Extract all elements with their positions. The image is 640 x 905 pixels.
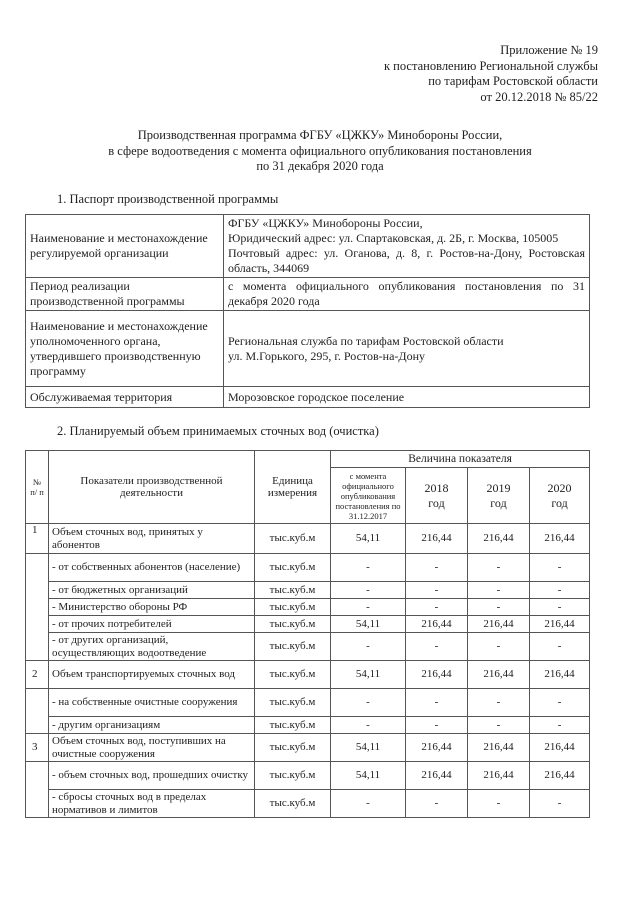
appendix-line: по тарифам Ростовской области [428,74,598,88]
row-value-base: - [331,599,406,616]
row-value-base: 54,11 [331,524,406,554]
row-value-base: - [331,633,406,661]
row-name: - объем сточных вод, прошедших очистку [49,762,255,790]
passport-table [25,214,590,408]
table-row [26,278,590,311]
header-value-group: Величина показателя [331,451,590,468]
row-num: 2 [26,661,49,689]
row-name: Объем сточных вод, поступивших на очистные сооружения [49,734,255,762]
table-row [26,311,590,387]
row-value-2020: - [530,599,590,616]
table-row [26,717,590,734]
row-name: Объем сточных вод, принятых у абонентов [49,524,255,554]
table-row [26,599,590,616]
row-value-2020: - [530,689,590,717]
row-value-2018: 216,44 [406,734,468,762]
title-line: в сфере водоотведения с момента официального опубликования постановления [108,143,532,158]
passport-label: Наименование и местонахождение регулируемой организации [26,215,224,278]
passport-label: Обслуживаемая территория [26,387,224,408]
passport-value: Региональная служба по тарифам Ростовской области ул. М.Горького, 295, г. Ростов-на-Дону [224,311,590,387]
row-value-2019: - [468,633,530,661]
row-value-base: 54,11 [331,661,406,689]
table-row [26,387,590,408]
appendix-line: к постановлению Региональной службы [383,58,598,73]
row-num: 1 [26,524,49,554]
row-value-2019: 216,44 [468,524,530,554]
section2-heading: 2. Планируемый объем принимаемых сточных вод (очистка) [57,424,379,438]
row-name: Объем транспортируемых сточных вод [49,661,255,689]
row-value-2020: - [530,717,590,734]
row-value-2018: - [406,689,468,717]
passport-value: ФГБУ «ЦЖКУ» Минобороны России, Юридический адрес: ул. Спартаковская, д. 2Б, г. Москва, 105005 Почтовый адрес: ул. Оганова, д. 8, г. Ростов-на-Дону, Ростовская область, 344069 [224,215,590,278]
row-unit: тыс.куб.м [255,734,331,762]
row-unit: тыс.куб.м [255,554,331,582]
table-row [26,734,590,762]
row-value-2019: - [468,599,530,616]
row-value-2019: - [468,554,530,582]
row-value-2018: - [406,554,468,582]
row-value-base: 54,11 [331,734,406,762]
row-unit: тыс.куб.м [255,633,331,661]
row-value-2020: 216,44 [530,762,590,790]
row-num: 3 [26,734,49,762]
row-unit: тыс.куб.м [255,717,331,734]
row-value-2018: - [406,599,468,616]
row-value-2019: - [468,790,530,818]
row-unit: тыс.куб.м [255,582,331,599]
row-value-base: - [331,582,406,599]
table-row [26,215,590,278]
title-line: Производственная программа ФГБУ «ЦЖКУ» Минобороны России, [137,128,503,142]
header-col-2019: 2019 год [468,468,530,524]
header-indicator: Показатели производственной деятельности [49,451,255,524]
row-value-base: 54,11 [331,616,406,633]
row-name: - от других организаций, осуществляющих водоотведение [49,633,255,661]
passport-value: Морозовское городское поселение [224,387,590,408]
row-value-base: - [331,790,406,818]
row-name: - сбросы сточных вод в пределах нормативов и лимитов [49,790,255,818]
table-row [26,554,590,582]
row-unit: тыс.куб.м [255,689,331,717]
row-unit: тыс.куб.м [255,790,331,818]
row-num [26,554,49,661]
row-value-base: - [331,689,406,717]
row-value-2018: - [406,582,468,599]
row-unit: тыс.куб.м [255,524,331,554]
passport-label: Период реализации производственной программы [26,278,224,311]
row-name: - другим организациям [49,717,255,734]
row-value-2019: 216,44 [468,616,530,633]
table-row [26,790,590,818]
row-value-2019: - [468,717,530,734]
table-row [26,661,590,689]
row-value-2020: 216,44 [530,734,590,762]
row-unit: тыс.куб.м [255,661,331,689]
table-row [26,762,590,790]
row-value-2020: - [530,790,590,818]
header-col-2018: 2018 год [406,468,468,524]
row-value-2019: 216,44 [468,762,530,790]
row-value-2018: - [406,717,468,734]
row-name: - от бюджетных организаций [49,582,255,599]
row-value-base: - [331,554,406,582]
row-name: - на собственные очистные сооружения [49,689,255,717]
row-value-2020: 216,44 [530,616,590,633]
row-value-2018: - [406,790,468,818]
row-name: - Министерство обороны РФ [49,599,255,616]
table-row [26,689,590,717]
row-unit: тыс.куб.м [255,599,331,616]
row-value-2019: 216,44 [468,661,530,689]
row-value-base: - [331,717,406,734]
row-value-2020: 216,44 [530,524,590,554]
row-value-2019: - [468,689,530,717]
table-row [26,524,590,554]
row-num [26,689,49,734]
row-unit: тыс.куб.м [255,616,331,633]
row-value-2019: 216,44 [468,734,530,762]
row-value-2018: 216,44 [406,661,468,689]
section1-heading: 1. Паспорт производственной программы [57,192,279,206]
row-value-2020: - [530,554,590,582]
row-unit: тыс.куб.м [255,762,331,790]
row-name: - от собственных абонентов (население) [49,554,255,582]
table-row [26,582,590,599]
appendix-line: от 20.12.2018 № 85/22 [480,89,598,104]
wastewater-volume-table [25,450,590,818]
header-num: № п/ п [26,451,49,524]
row-name: - от прочих потребителей [49,616,255,633]
appendix-header [384,43,598,105]
table-header-row [26,451,590,468]
table-row [26,616,590,633]
passport-value: с момента официального опубликования постановления по 31 декабря 2020 года [224,278,590,311]
header-unit: Единица измерения [255,451,331,524]
header-col-2020: 2020 год [530,468,590,524]
row-value-2020: - [530,582,590,599]
header-col-base: с момента официального опубликования постановления по 31.12.2017 [331,468,406,524]
document-title [0,128,640,175]
appendix-line: Приложение № 19 [500,43,598,57]
row-value-2018: - [406,633,468,661]
row-value-2020: 216,44 [530,661,590,689]
row-value-2020: - [530,633,590,661]
row-value-base: 54,11 [331,762,406,790]
passport-label: Наименование и местонахождение уполномоченного органа, утвердившего производственную программу [26,311,224,387]
row-value-2018: 216,44 [406,524,468,554]
row-num [26,762,49,818]
table-row [26,633,590,661]
row-value-2019: - [468,582,530,599]
row-value-2018: 216,44 [406,616,468,633]
title-line: по 31 декабря 2020 года [256,159,384,173]
row-value-2018: 216,44 [406,762,468,790]
